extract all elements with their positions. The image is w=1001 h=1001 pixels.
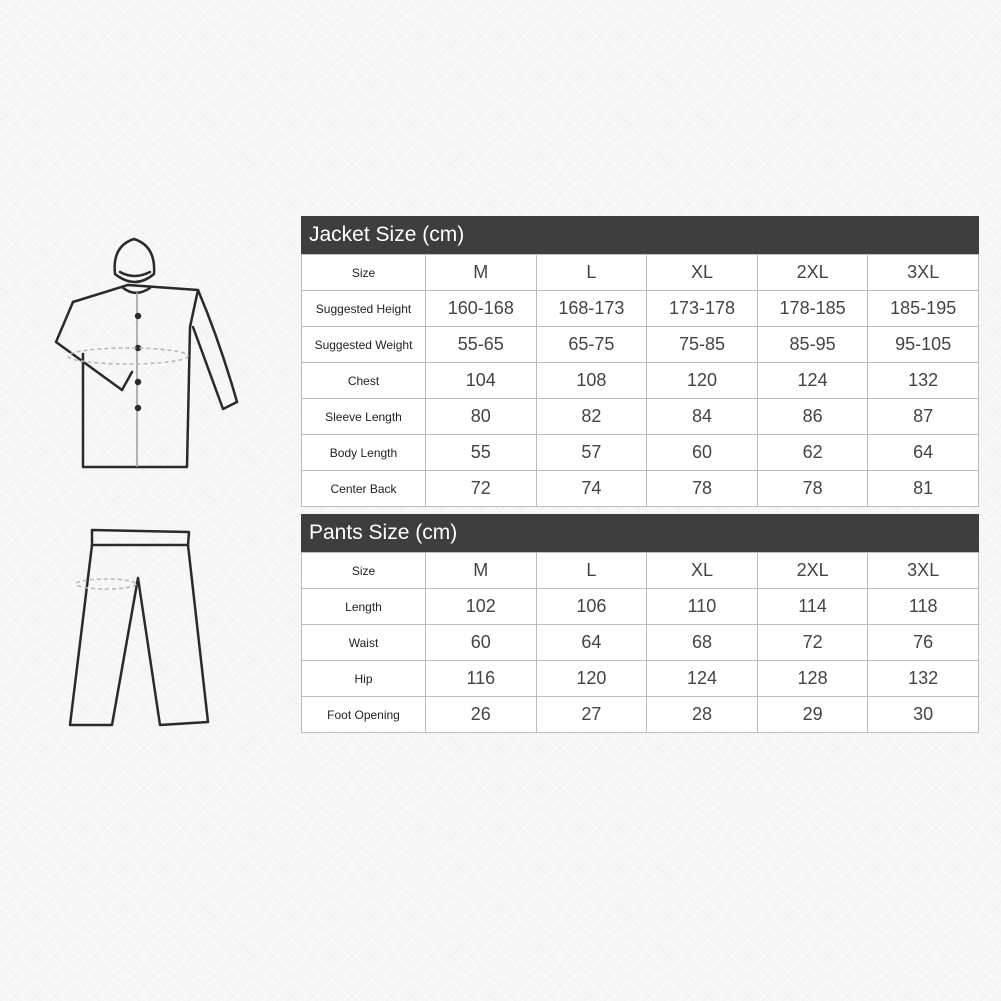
table-cell: 60 — [647, 435, 758, 471]
jacket-table-row — [302, 435, 979, 471]
jacket-table-row — [302, 291, 979, 327]
table-cell: 178-185 — [757, 291, 868, 327]
row-label: Suggested Height — [302, 291, 426, 327]
table-cell: 124 — [647, 661, 758, 697]
table-cell: 114 — [757, 589, 868, 625]
row-label: Hip — [302, 661, 426, 697]
table-cell: 132 — [868, 661, 979, 697]
table-cell: 57 — [536, 435, 647, 471]
jacket-size-chart — [301, 216, 979, 507]
table-cell: 102 — [426, 589, 537, 625]
table-cell: 132 — [868, 363, 979, 399]
table-cell: 26 — [426, 697, 537, 733]
table-cell: 82 — [536, 399, 647, 435]
table-cell: 128 — [757, 661, 868, 697]
table-cell: 27 — [536, 697, 647, 733]
table-cell: 160-168 — [426, 291, 537, 327]
table-cell: 108 — [536, 363, 647, 399]
table-cell: 55 — [426, 435, 537, 471]
table-cell: M — [426, 553, 537, 589]
table-cell: 2XL — [757, 553, 868, 589]
table-cell: L — [536, 553, 647, 589]
table-cell: 124 — [757, 363, 868, 399]
table-cell: 28 — [647, 697, 758, 733]
table-cell: 29 — [757, 697, 868, 733]
row-label: Length — [302, 589, 426, 625]
table-cell: 185-195 — [868, 291, 979, 327]
table-cell: M — [426, 255, 537, 291]
table-cell: 3XL — [868, 255, 979, 291]
table-cell: XL — [647, 255, 758, 291]
table-cell: 116 — [426, 661, 537, 697]
pants-table-row — [302, 553, 979, 589]
table-cell: 64 — [536, 625, 647, 661]
jacket-table-row — [302, 363, 979, 399]
table-cell: 87 — [868, 399, 979, 435]
table-cell: 120 — [536, 661, 647, 697]
table-cell: 64 — [868, 435, 979, 471]
pants-table-row — [302, 589, 979, 625]
table-cell: 118 — [868, 589, 979, 625]
pants-table-row — [302, 697, 979, 733]
table-cell: 168-173 — [536, 291, 647, 327]
table-cell: 78 — [757, 471, 868, 507]
table-cell: 65-75 — [536, 327, 647, 363]
table-cell: 85-95 — [757, 327, 868, 363]
pants-size-chart — [301, 514, 979, 733]
pants-size-title: Pants Size (cm) — [301, 514, 979, 552]
row-label: Size — [302, 553, 426, 589]
row-label: Size — [302, 255, 426, 291]
table-cell: 68 — [647, 625, 758, 661]
jacket-size-title: Jacket Size (cm) — [301, 216, 979, 254]
table-cell: 80 — [426, 399, 537, 435]
table-cell: 120 — [647, 363, 758, 399]
table-cell: 30 — [868, 697, 979, 733]
table-cell: L — [536, 255, 647, 291]
pants-size-table — [301, 552, 979, 733]
table-cell: 78 — [647, 471, 758, 507]
table-cell: 74 — [536, 471, 647, 507]
table-cell: 104 — [426, 363, 537, 399]
table-cell: 62 — [757, 435, 868, 471]
table-cell: 76 — [868, 625, 979, 661]
row-label: Sleeve Length — [302, 399, 426, 435]
table-cell: 72 — [426, 471, 537, 507]
row-label: Waist — [302, 625, 426, 661]
table-cell: 110 — [647, 589, 758, 625]
table-cell: 81 — [868, 471, 979, 507]
table-cell: 72 — [757, 625, 868, 661]
jacket-size-table — [301, 254, 979, 507]
table-cell: 95-105 — [868, 327, 979, 363]
jacket-icon — [40, 232, 260, 477]
table-cell: 60 — [426, 625, 537, 661]
table-cell: 86 — [757, 399, 868, 435]
jacket-table-row — [302, 255, 979, 291]
row-label: Suggested Weight — [302, 327, 426, 363]
pants-table-row — [302, 625, 979, 661]
pants-table-row — [302, 661, 979, 697]
table-cell: 84 — [647, 399, 758, 435]
table-cell: 75-85 — [647, 327, 758, 363]
table-cell: 173-178 — [647, 291, 758, 327]
jacket-table-row — [302, 327, 979, 363]
row-label: Body Length — [302, 435, 426, 471]
table-cell: 2XL — [757, 255, 868, 291]
row-label: Center Back — [302, 471, 426, 507]
table-cell: 55-65 — [426, 327, 537, 363]
jacket-table-row — [302, 399, 979, 435]
pants-icon — [40, 520, 240, 735]
table-cell: 3XL — [868, 553, 979, 589]
table-cell: 106 — [536, 589, 647, 625]
row-label: Chest — [302, 363, 426, 399]
row-label: Foot Opening — [302, 697, 426, 733]
table-cell: XL — [647, 553, 758, 589]
jacket-table-row — [302, 471, 979, 507]
